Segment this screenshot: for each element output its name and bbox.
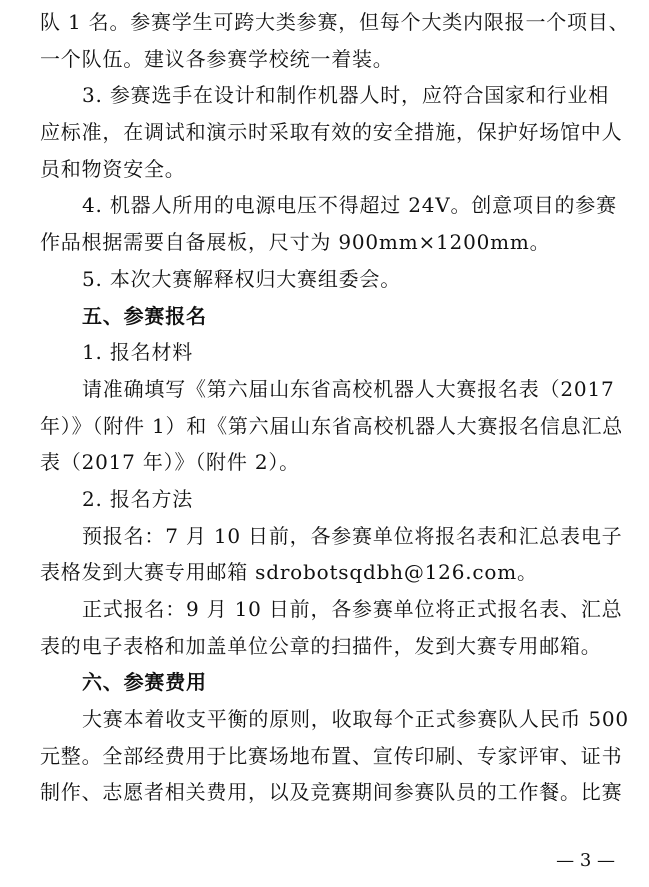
document-body	[40, 4, 630, 811]
page-number: — 3 —	[556, 850, 615, 871]
text-line: 4. 机器人所用的电源电压不得超过 24V。创意项目的参赛	[82, 193, 617, 218]
section-heading: 五、参赛报名	[82, 303, 207, 328]
text-line: 大赛本着收支平衡的原则，收取每个正式参赛队人民币 500	[82, 707, 629, 732]
text-line: 正式报名：9 月 10 日前，各参赛单位将正式报名表、汇总	[82, 597, 623, 621]
text-line: 队 1 名。参赛学生可跨大类参赛，但每个大类内限报一个项目、	[40, 10, 630, 34]
text-line: 表（2017 年）》（附件 2）。	[40, 450, 300, 475]
text-line: 1. 报名材料	[82, 340, 194, 365]
text-line: 年）》（附件 1）和《第六届山东省高校机器人大赛报名信息汇总	[40, 413, 624, 438]
text-line: 表的电子表格和加盖单位公章的扫描件，发到大赛专用邮箱。	[40, 633, 602, 658]
text-line: 3. 参赛选手在设计和制作机器人时，应符合国家和行业相	[82, 83, 610, 108]
text-line: 制作、志愿者相关费用，以及竞赛期间参赛队员的工作餐。比赛	[40, 780, 623, 805]
text-line: 员和物资安全。	[40, 156, 186, 181]
text-line: 5. 本次大赛解释权归大赛组委会。	[82, 266, 402, 291]
text-line: 表格发到大赛专用邮箱 sdrobotsqdbh@126.com。	[40, 560, 538, 585]
text-line: 一个队伍。建议各参赛学校统一着装。	[40, 46, 394, 71]
text-line: 预报名：7 月 10 日前，各参赛单位将报名表和汇总表电子	[82, 523, 623, 548]
text-line: 元整。全部经费用于比赛场地布置、宣传印刷、专家评审、证书	[40, 743, 623, 768]
section-heading: 六、参赛费用	[82, 670, 207, 695]
text-line: 作品根据需要自备展板，尺寸为 900mm×1200mm。	[40, 230, 551, 255]
text-line: 请准确填写《第六届山东省高校机器人大赛报名表（2017	[82, 376, 615, 401]
text-line: 应标准，在调试和演示时采取有效的安全措施，保护好场馆中人	[40, 120, 623, 145]
text-line: 2. 报名方法	[82, 486, 194, 511]
